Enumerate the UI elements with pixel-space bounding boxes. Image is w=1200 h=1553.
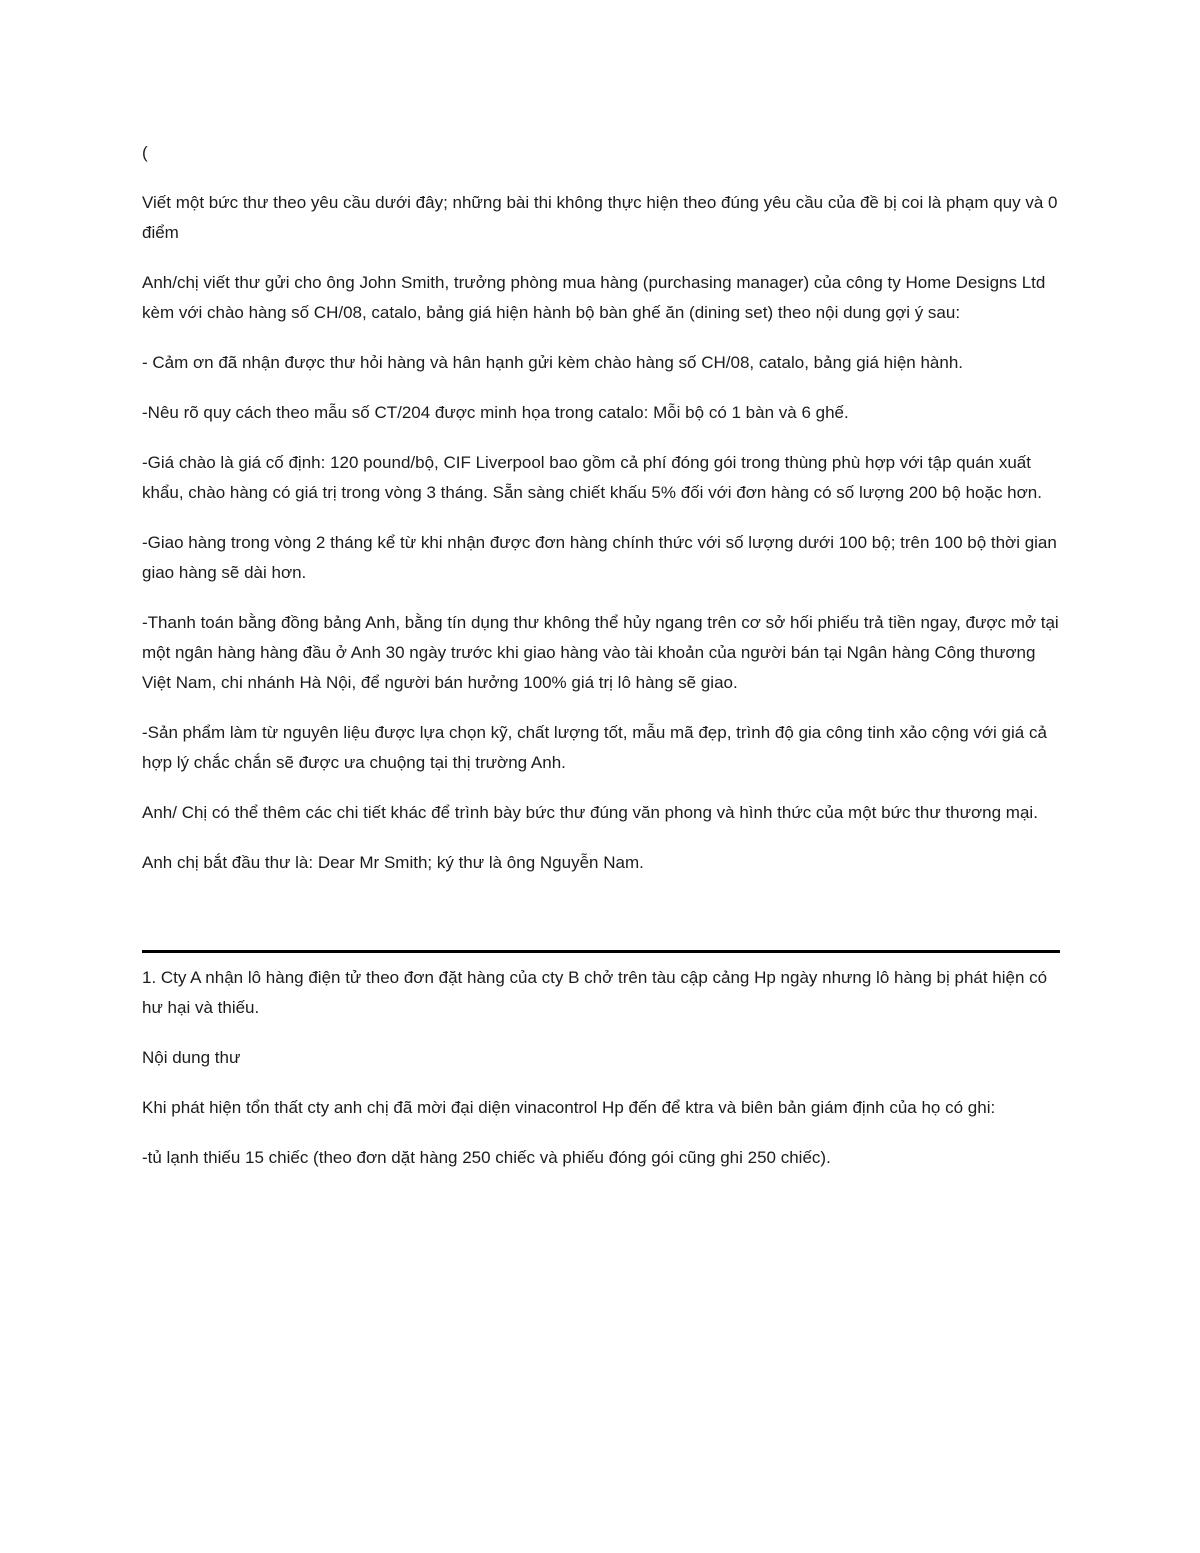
- case-description-paragraph: 1. Cty A nhận lô hàng điện tử theo đơn đặt hàng của cty B chở trên tàu cập cảng Hp ngày nhưng lô hàng bị phát hiện có hư hại và thiếu.: [142, 968, 1048, 1017]
- opening-parenthesis: (: [142, 143, 148, 162]
- point-delivery-paragraph: -Giao hàng trong vòng 2 tháng kể từ khi nhận được đơn hàng chính thức với số lượng dưới 100 bộ; trên 100 bộ thời gian giao hàng sẽ dài hơn.: [142, 533, 1057, 582]
- point-payment-paragraph: -Thanh toán bằng đồng bảng Anh, bằng tín dụng thư không thể hủy ngang trên cơ sở hối phiếu trả tiền ngay, được mở tại một ngân hàng hàng đầu ở Anh 30 ngày trước khi giao hàng vào tài khoản của người bán tại Ngân hàng Công thương Việt Nam, chi nhánh Hà Nội, để người bán hưởng 100% giá trị lô hàng sẽ giao.: [142, 613, 1059, 692]
- letter-content-heading: Nội dung thư: [142, 1048, 241, 1067]
- section-divider: [142, 950, 1060, 953]
- inspection-paragraph: Khi phát hiện tổn thất cty anh chị đã mời đại diện vinacontrol Hp đến để ktra và biên bản giám định của họ có ghi:: [142, 1098, 996, 1117]
- document-page: [142, 138, 1060, 1193]
- exam-instruction-paragraph: Viết một bức thư theo yêu cầu dưới đây; những bài thi không thực hiện theo đúng yêu cầu của đề bị coi là phạm quy và 0 điểm: [142, 193, 1058, 242]
- additional-details-paragraph: Anh/ Chị có thể thêm các chi tiết khác để trình bày bức thư đúng văn phong và hình thức của một bức thư thương mại.: [142, 803, 1038, 822]
- shortage-item-paragraph: -tủ lạnh thiếu 15 chiếc (theo đơn dặt hàng 250 chiếc và phiếu đóng gói cũng ghi 250 chiếc).: [142, 1148, 831, 1167]
- greeting-signature-paragraph: Anh chị bắt đầu thư là: Dear Mr Smith; ký thư là ông Nguyễn Nam.: [142, 853, 644, 872]
- point-specification-paragraph: -Nêu rõ quy cách theo mẫu số CT/204 được minh họa trong catalo: Mỗi bộ có 1 bàn và 6 ghế.: [142, 403, 849, 422]
- point-thanks-paragraph: - Cảm ơn đã nhận được thư hỏi hàng và hân hạnh gửi kèm chào hàng số CH/08, catalo, bảng giá hiện hành.: [142, 353, 964, 372]
- point-price-paragraph: -Giá chào là giá cố định: 120 pound/bộ, CIF Liverpool bao gồm cả phí đóng gói trong thùng phù hợp với tập quán xuất khẩu, chào hàng có giá trị trong vòng 3 tháng. Sẵn sàng chiết khấu 5% đối với đơn hàng có số lượng 200 bộ hoặc hơn.: [142, 453, 1042, 502]
- point-product-paragraph: -Sản phẩm làm từ nguyên liệu được lựa chọn kỹ, chất lượng tốt, mẫu mã đẹp, trình độ gia công tinh xảo cộng với giá cả hợp lý chắc chắn sẽ được ưa chuộng tại thị trường Anh.: [142, 723, 1047, 772]
- letter-task-paragraph: Anh/chị viết thư gửi cho ông John Smith, trưởng phòng mua hàng (purchasing manager) của công ty Home Designs Ltd kèm với chào hàng số CH/08, catalo, bảng giá hiện hành bộ bàn ghế ăn (dining set) theo nội dung gợi ý sau:: [142, 273, 1046, 322]
